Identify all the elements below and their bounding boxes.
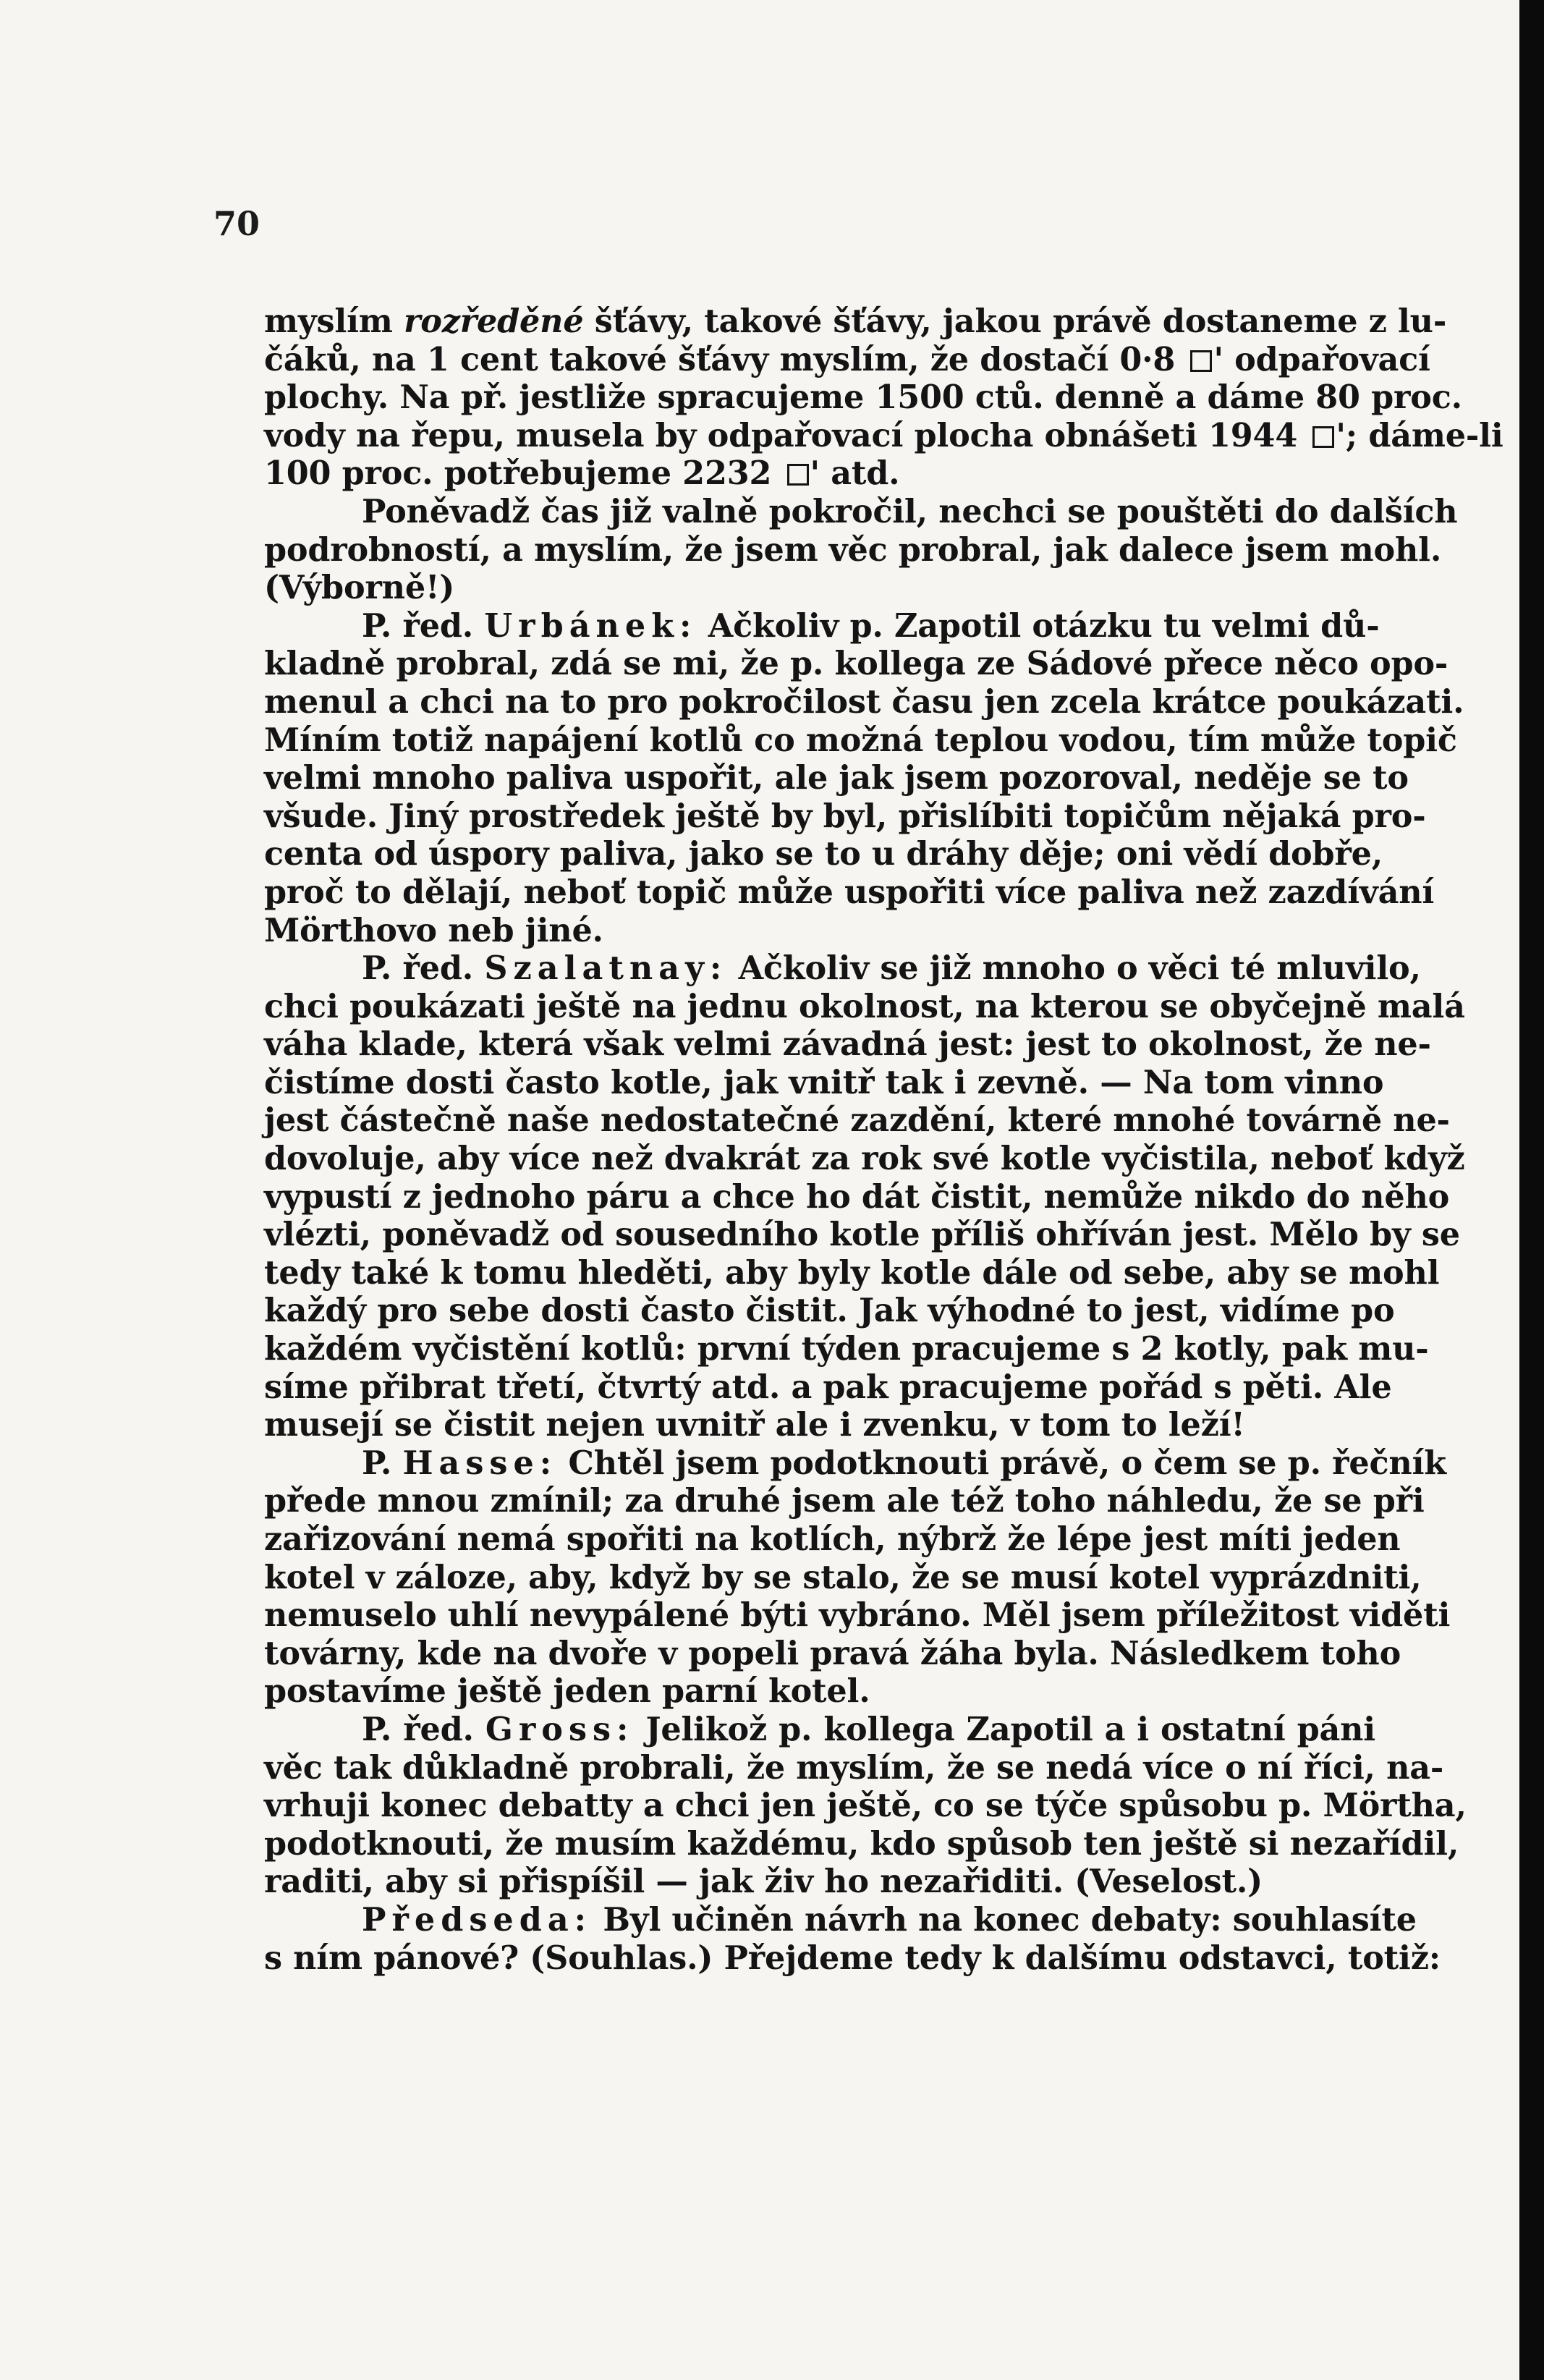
text-segment: chci poukázati ještě na jednu okolnost, na kterou se obyčejně malá bbox=[264, 987, 1465, 1025]
text-segment: 100 proc. potřebujeme 2232 bbox=[264, 454, 783, 493]
text-line bbox=[264, 378, 1462, 417]
text-line bbox=[264, 645, 1448, 683]
text-segment: každý pro sebe dosti často čistit. Jak výhodné to jest, vidíme po bbox=[264, 1292, 1395, 1330]
text-segment: musejí se čistit nejen uvnitř ale i zvenku, v tom to leží! bbox=[264, 1406, 1245, 1444]
text-segment: velmi mnoho paliva uspořit, ale jak jsem pozoroval, neděje se to bbox=[264, 759, 1409, 797]
text-segment: Byl učiněn návrh na konec debaty: souhlasíte bbox=[592, 1900, 1417, 1939]
speaker-name: Szalatnay: bbox=[484, 949, 728, 988]
text-segment: váha klade, která však velmi závadná jest: jest to okolnost, že ne- bbox=[264, 1025, 1431, 1064]
text-line bbox=[264, 835, 1383, 873]
text-line bbox=[264, 1824, 1459, 1863]
speaker-name: Gross: bbox=[485, 1710, 635, 1748]
text-segment: Jelikož p. kollega Zapotil a i ostatní páni bbox=[634, 1710, 1376, 1748]
square-unit-icon bbox=[1312, 426, 1334, 448]
text-segment: raditi, aby si přispíšil — jak živ ho nezařiditi. (Veselost.) bbox=[264, 1863, 1263, 1901]
text-segment: myslím bbox=[264, 302, 404, 340]
text-line bbox=[264, 1634, 1401, 1673]
speaker-name: Předseda: bbox=[362, 1900, 593, 1939]
page-number: 70 bbox=[213, 204, 260, 243]
text-segment: plochy. Na př. jestliže spracujeme 1500 ctů. denně a dáme 80 proc. bbox=[264, 378, 1462, 417]
text-segment: věc tak důkladně probrali, že myslím, že se nedá více o ní říci, na- bbox=[264, 1748, 1444, 1787]
text-segment: vlézti, poněvadž od sousedního kotle příliš ohříván jest. Mělo by se bbox=[264, 1216, 1460, 1254]
text-line bbox=[264, 912, 1375, 950]
text-line bbox=[264, 721, 1457, 760]
text-segment: podotknouti, že musím každému, kdo spůsob ten ještě si nezařídil, bbox=[264, 1824, 1459, 1863]
text-segment: zařizování nemá spořiti na kotlích, nýbrž že lépe jest míti jeden bbox=[264, 1520, 1401, 1558]
text-line bbox=[264, 416, 1503, 455]
text-segment: Chtěl jsem podotknouti právě, o čem se p. řečník bbox=[557, 1444, 1446, 1482]
text-line bbox=[264, 1216, 1460, 1254]
text-line bbox=[264, 797, 1426, 836]
text-segment: Ačkoliv p. Zapotil otázku tu velmi dů- bbox=[697, 606, 1380, 645]
text-line bbox=[264, 1558, 1422, 1597]
text-line bbox=[264, 606, 1380, 645]
emphasis-text: rozředěné bbox=[403, 302, 584, 340]
text-segment: jest částečně naše nedostatečné zazdění, které mnohé továrně ne- bbox=[264, 1101, 1450, 1140]
text-line bbox=[264, 1444, 1446, 1483]
text-segment: kotel v záloze, aby, když by se stalo, že se musí kotel vyprázdniti, bbox=[264, 1558, 1422, 1596]
text-line bbox=[264, 569, 1375, 607]
text-segment: každém vyčistění kotlů: první týden pracujeme s 2 kotly, pak mu- bbox=[264, 1330, 1429, 1368]
text-segment: proč to dělají, neboť topič může uspořiti více paliva než zazdívání bbox=[264, 873, 1435, 911]
text-segment: postavíme ještě jeden parní kotel. bbox=[264, 1672, 870, 1711]
text-segment: továrny, kde na dvoře v popeli pravá žáha byla. Následkem toho bbox=[264, 1634, 1401, 1672]
text-segment: ' odpařovací bbox=[1213, 340, 1430, 378]
text-segment: '; dáme-li bbox=[1336, 416, 1503, 454]
text-line bbox=[264, 1292, 1395, 1330]
text-line bbox=[264, 530, 1442, 569]
speaker-name: Urbánek: bbox=[484, 606, 697, 645]
text-segment: vrhuji konec debatty a chci jen ještě, co se týče spůsobu p. Mörtha, bbox=[264, 1787, 1467, 1825]
text-line bbox=[264, 340, 1430, 379]
text-line bbox=[264, 873, 1435, 912]
speaker-name: Hasse: bbox=[402, 1444, 558, 1482]
text-line bbox=[264, 1101, 1450, 1140]
text-line bbox=[264, 682, 1464, 721]
text-segment: čistíme dosti často kotle, jak vnitř tak i zevně. — Na tom vinno bbox=[264, 1063, 1384, 1101]
text-segment: centa od úspory paliva, jako se to u dráhy děje; oni vědí dobře, bbox=[264, 835, 1383, 873]
text-line bbox=[264, 1900, 1417, 1939]
text-segment: (Výborně!) bbox=[264, 569, 455, 607]
text-line bbox=[264, 1596, 1451, 1635]
text-segment: kladně probral, zdá se mi, že p. kollega ze Sádové přece něco opo- bbox=[264, 645, 1448, 683]
text-line bbox=[264, 1025, 1431, 1064]
text-line bbox=[264, 1177, 1450, 1216]
text-segment: čáků, na 1 cent takové šťávy myslím, že dostačí 0·8 bbox=[264, 340, 1187, 378]
text-segment: ' atd. bbox=[810, 454, 900, 493]
text-segment: tedy také k tomu hleděti, aby byly kotle dále od sebe, aby se mohl bbox=[264, 1253, 1440, 1292]
text-line bbox=[264, 1520, 1401, 1559]
text-segment: P. řed. bbox=[362, 606, 485, 645]
text-line bbox=[264, 492, 1458, 531]
text-line bbox=[264, 454, 1375, 493]
text-line bbox=[264, 1330, 1429, 1368]
square-unit-icon bbox=[1190, 350, 1212, 372]
text-segment: Mörthovo neb jiné. bbox=[264, 911, 603, 949]
text-segment: síme přibrat třetí, čtvrtý atd. a pak pracujeme pořád s pěti. Ale bbox=[264, 1368, 1392, 1406]
square-unit-icon bbox=[787, 464, 809, 486]
text-segment: Poněvadž čas již valně pokročil, nechci se pouštěti do dalších bbox=[362, 492, 1458, 530]
text-line bbox=[264, 1863, 1375, 1901]
text-line bbox=[264, 1711, 1375, 1749]
text-segment: šťávy, takové šťávy, jakou právě dostaneme z lu- bbox=[583, 302, 1447, 340]
text-line bbox=[264, 1063, 1384, 1102]
text-line bbox=[264, 302, 1447, 341]
text-line bbox=[264, 759, 1409, 797]
text-segment: vody na řepu, musela by odpařovací plocha obnášeti 1944 bbox=[264, 416, 1309, 454]
text-line bbox=[264, 1748, 1444, 1787]
text-line bbox=[264, 1253, 1440, 1292]
text-segment: menul a chci na to pro pokročilost času jen zcela krátce poukázati. bbox=[264, 682, 1464, 721]
text-line bbox=[264, 1140, 1465, 1178]
text-line bbox=[264, 1482, 1425, 1520]
text-segment: dovoluje, aby více než dvakrát za rok své kotle vyčistila, neboť když bbox=[264, 1140, 1465, 1178]
text-segment: podrobností, a myslím, že jsem věc probral, jak dalece jsem mohl. bbox=[264, 530, 1442, 569]
text-line bbox=[264, 987, 1465, 1026]
text-segment: všude. Jiný prostředek ještě by byl, přislíbiti topičům nějaká pro- bbox=[264, 797, 1426, 835]
text-segment: nemuselo uhlí nevypálené býti vybráno. Měl jsem příležitost viděti bbox=[264, 1596, 1451, 1635]
text-line bbox=[264, 1672, 1375, 1711]
text-line bbox=[264, 949, 1421, 988]
body-text bbox=[264, 302, 1503, 1977]
text-line bbox=[264, 1787, 1467, 1825]
text-line bbox=[264, 1939, 1441, 1978]
text-line bbox=[264, 1368, 1392, 1407]
text-segment: vypustí z jednoho páru a chce ho dát čistit, nemůže nikdo do něho bbox=[264, 1177, 1450, 1216]
text-segment: Ačkoliv se již mnoho o věci té mluvilo, bbox=[727, 949, 1421, 988]
text-segment: přede mnou zmínil; za druhé jsem ale též toho náhledu, že se při bbox=[264, 1482, 1425, 1520]
text-segment: Míním totiž napájení kotlů co možná teplou vodou, tím může topič bbox=[264, 721, 1457, 759]
text-segment: P. řed. bbox=[362, 1710, 485, 1748]
text-segment: P. bbox=[362, 1444, 403, 1482]
text-segment: P. řed. bbox=[362, 949, 485, 988]
text-line bbox=[264, 1406, 1375, 1444]
text-segment: s ním pánové? (Souhlas.) Přejdeme tedy k dalšímu odstavci, totiž: bbox=[264, 1939, 1441, 1977]
